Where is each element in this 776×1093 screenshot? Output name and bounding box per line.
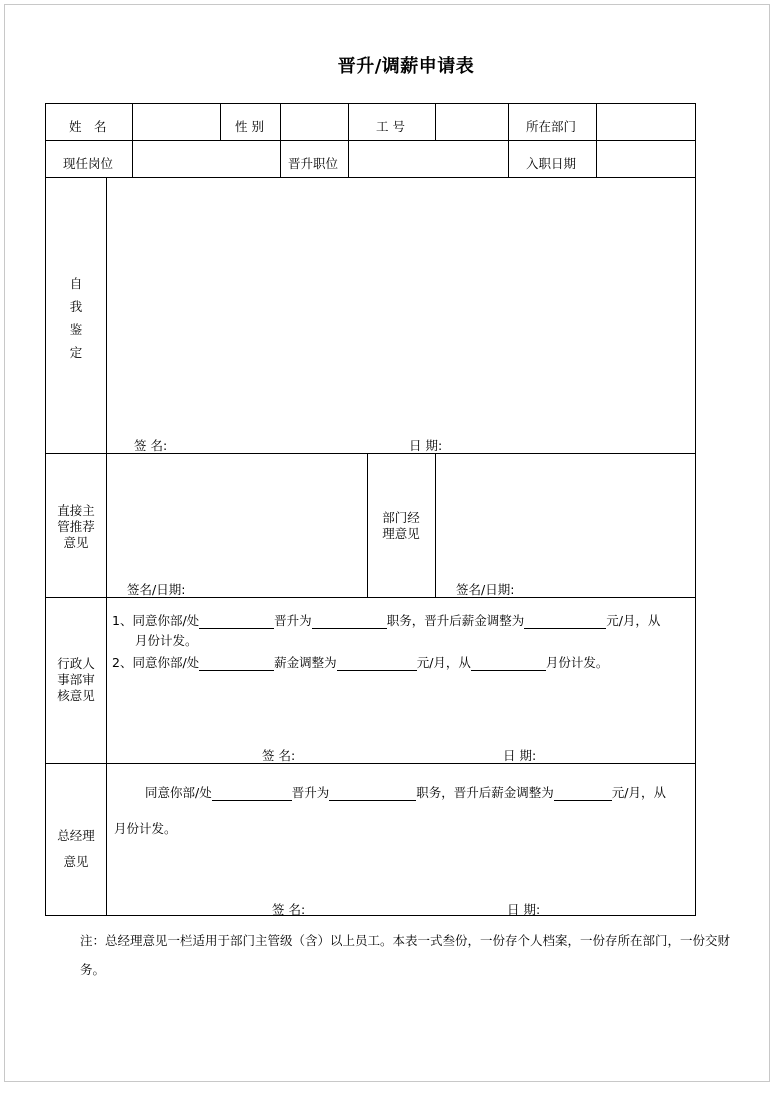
application-form [45,103,696,916]
blank-field [471,658,546,671]
current-post-label: 现任岗位 [63,156,114,171]
border-bottom [45,915,696,916]
supervisor-sign-date-label: 签名/日期: [127,582,186,597]
gm-opinion-end: 月份计发。 [114,821,177,836]
blank-field [199,658,274,671]
col-divider [435,103,436,140]
hr-option-2: 2、同意你部/处 薪金调整为 元/月，从 月份计发。 [112,655,609,670]
row-divider-1 [45,140,696,141]
dept-manager-sign-date-label: 签名/日期: [456,582,515,597]
promote-post-label: 晋升职位 [288,156,339,171]
col-divider [508,103,509,177]
form-title: 晋升/调薪申请表 [337,56,475,77]
supervisor-label: 直接主 管推荐 意见 [57,503,95,550]
hr-date-label: 日 期: [503,748,537,763]
employee-id-label: 工 号 [376,119,405,134]
gm-sign-label: 签 名: [272,902,306,917]
col-divider [435,453,436,597]
gm-opinion-line: 同意你部/处 晋升为 职务，晋升后薪金调整为 元/月，从 [145,785,666,800]
blank-field [337,658,417,671]
gender-label: 性 别 [235,119,264,134]
entry-date-label: 入职日期 [526,156,577,171]
self-eval-sign-label: 签 名: [134,438,168,453]
border-top [45,103,696,104]
border-right [695,103,696,916]
department-label: 所在部门 [526,119,577,134]
col-divider [348,103,349,177]
dept-manager-label: 部门经 理意见 [382,510,420,541]
gm-label: 总经理 意见 [57,828,95,869]
col-divider [220,103,221,140]
row-divider-5 [45,763,696,764]
hr-option-1: 1、同意你部/处 晋升为 职务，晋升后薪金调整为 元/月，从 [112,613,661,628]
self-eval-date-label: 日 期: [409,438,443,453]
self-eval-label: 自 我 鉴 定 [69,276,83,360]
hr-sign-label: 签 名: [262,748,296,763]
hr-option-1-end: 月份计发。 [135,633,198,648]
label-column-divider [106,177,107,916]
name-label: 姓 名 [69,119,107,134]
col-divider [596,103,597,177]
border-left [45,103,46,916]
blank-field [212,788,292,801]
col-divider [280,103,281,177]
hr-label: 行政人 事部审 核意见 [57,656,95,703]
footnote: 注：总经理意见一栏适用于部门主管级（含）以上员工。本表一式叁份，一份存个人档案，一份存所在部门，一份交财务。 [80,933,731,977]
col-divider [367,453,368,597]
blank-field [312,616,387,629]
gm-date-label: 日 期: [507,902,541,917]
col-divider [132,103,133,177]
row-divider-2 [45,177,696,178]
blank-field [554,788,612,801]
blank-field [199,616,274,629]
blank-field [524,616,606,629]
blank-field [329,788,416,801]
